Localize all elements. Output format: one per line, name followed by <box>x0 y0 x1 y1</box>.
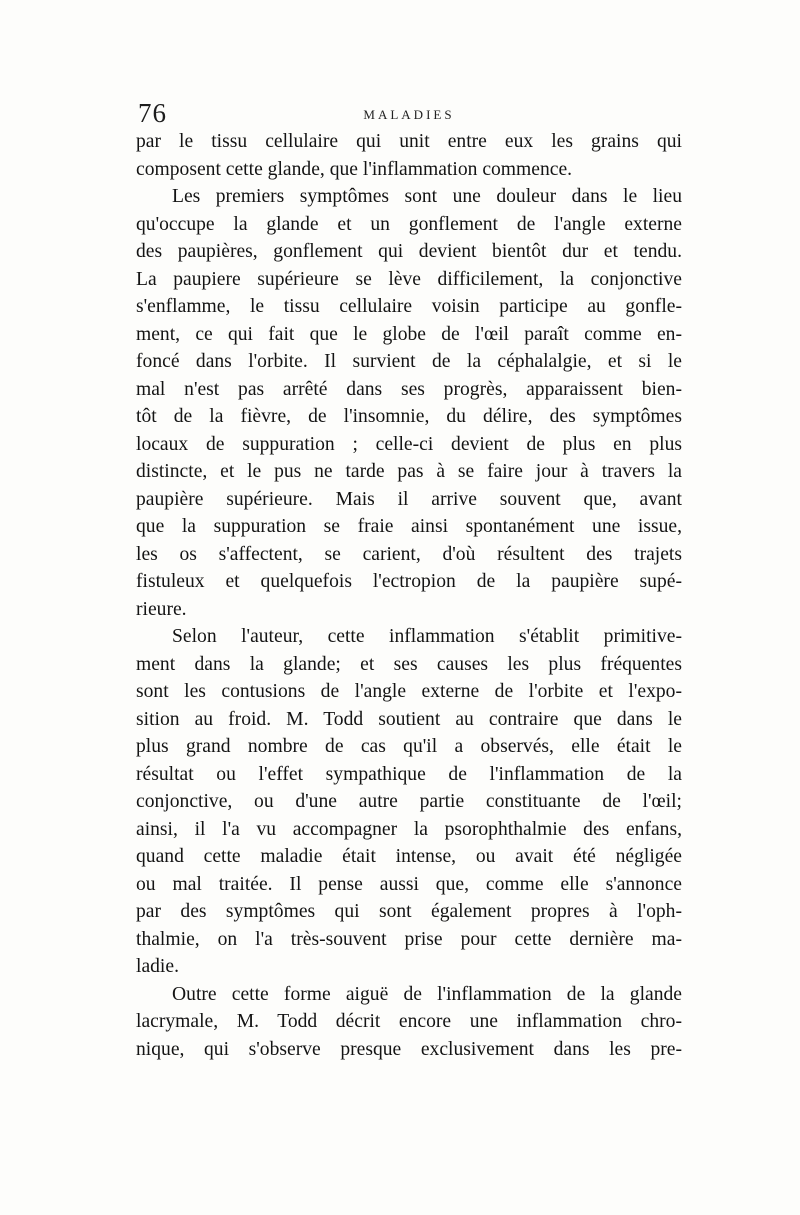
paragraph <box>136 623 682 981</box>
text-line: paupière supérieure. Mais il arrive souvent que, avant <box>136 488 682 510</box>
text-line: fistuleux et quelquefois l'ectropion de la paupière supé- <box>136 571 682 592</box>
running-head: MALADIES <box>363 107 455 122</box>
paragraph <box>136 128 682 183</box>
paragraph <box>136 981 682 1064</box>
text-line: Outre cette forme aiguë de l'inflammation de la glande <box>172 983 682 1005</box>
text-line: s'enflamme, le tissu cellulaire voisin participe au gonfle- <box>136 296 682 317</box>
text-line: des paupières, gonflement qui devient bientôt dur et tendu. <box>136 241 682 262</box>
text-line: ment, ce qui fait que le globe de l'œil paraît comme en- <box>136 323 682 345</box>
text-line: Selon l'auteur, cette inflammation s'établit primitive- <box>172 626 682 647</box>
text-line: ladie. <box>136 956 179 977</box>
page-number: 76 <box>138 98 167 128</box>
text-line: rieure. <box>136 598 187 620</box>
text-line: par le tissu cellulaire qui unit entre eux les grains qui <box>136 131 682 152</box>
text-line: thalmie, on l'a très-souvent prise pour cette dernière ma- <box>136 928 682 950</box>
page-header <box>138 98 680 132</box>
paragraph <box>136 183 682 623</box>
text-line: sont les contusions de l'angle externe de l'orbite et l'expo- <box>136 681 682 702</box>
text-line: distincte, et le pus ne tarde pas à se faire jour à travers la <box>136 461 682 482</box>
text-line: résultat ou l'effet sympathique de l'inflammation de la <box>136 763 682 785</box>
text-line: tôt de la fièvre, de l'insomnie, du délire, des symptômes <box>136 406 682 427</box>
text-line: les os s'affectent, se carient, d'où résultent des trajets <box>136 543 682 565</box>
text-line: ment dans la glande; et ses causes les plus fréquentes <box>136 653 682 675</box>
text-line: ainsi, il l'a vu accompagner la psorophthalmie des enfans, <box>136 818 682 840</box>
text-line: sition au froid. M. Todd soutient au contraire que dans le <box>136 708 682 730</box>
text-line: quand cette maladie était intense, ou avait été négligée <box>136 846 682 867</box>
text-line: conjonctive, ou d'une autre partie constituante de l'œil; <box>136 791 682 812</box>
text-line: Les premiers symptômes sont une douleur dans le lieu <box>172 186 682 207</box>
text-line: plus grand nombre de cas qu'il a observés, elle était le <box>136 736 682 757</box>
text-line: locaux de suppuration ; celle-ci devient de plus en plus <box>136 433 682 455</box>
text-line: ou mal traitée. Il pense aussi que, comme elle s'annonce <box>136 873 682 895</box>
text-line: foncé dans l'orbite. Il survient de la céphalalgie, et si le <box>136 351 682 372</box>
text-line: nique, qui s'observe presque exclusivement dans les pre- <box>136 1038 682 1060</box>
text-line: composent cette glande, que l'inflammation commence. <box>136 158 573 180</box>
body-text <box>136 128 682 1063</box>
text-line: La paupiere supérieure se lève difficilement, la conjonctive <box>136 268 682 290</box>
text-line: lacrymale, M. Todd décrit encore une inflammation chro- <box>136 1011 682 1032</box>
text-line: par des symptômes qui sont également propres à l'oph- <box>136 901 682 922</box>
text-line: mal n'est pas arrêté dans ses progrès, apparaissent bien- <box>136 378 682 400</box>
text-line: que la suppuration se fraie ainsi spontanément une issue, <box>136 516 682 537</box>
text-line: qu'occupe la glande et un gonflement de l'angle externe <box>136 213 682 235</box>
